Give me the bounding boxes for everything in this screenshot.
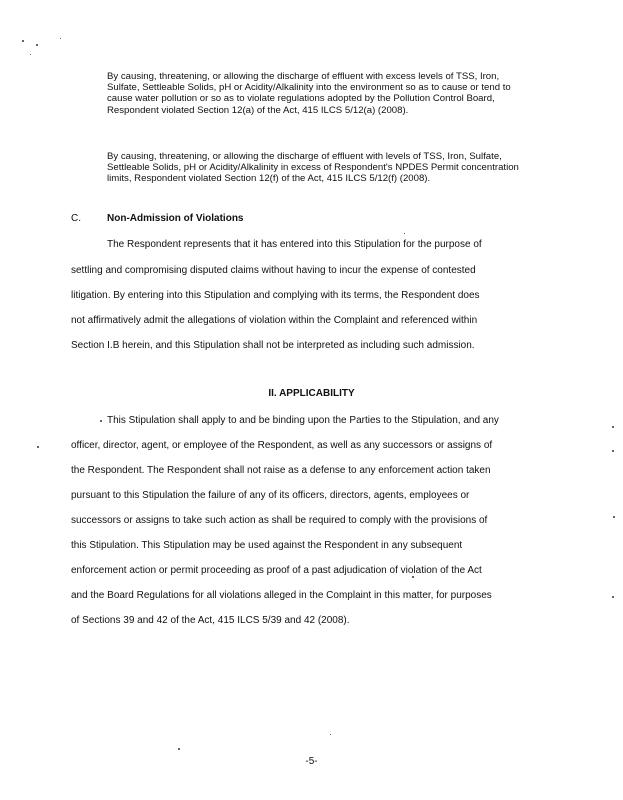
section-ii-line: of Sections 39 and 42 of the Act, 415 ILCS 5/39 and 42 (2008). [71, 615, 350, 626]
scan-speck [612, 596, 614, 598]
scan-speck [36, 44, 38, 46]
section-c-line: not affirmatively admit the allegations of violation within the Complaint and referenced within [71, 315, 478, 326]
scan-speck [22, 40, 24, 42]
page-number: -5- [305, 756, 318, 767]
section-c-line: The Respondent represents that it has entered into this Stipulation for the purpose of [107, 239, 482, 250]
scan-speck [178, 748, 180, 750]
section-ii-line: successors or assigns to take such action as shall be required to comply with the provisions of [71, 515, 488, 526]
section-ii-heading: II. APPLICABILITY [268, 388, 355, 399]
section-c-line: Section I.B herein, and this Stipulation shall not be interpreted as including such admission. [71, 340, 475, 351]
scan-speck [612, 426, 614, 428]
scan-speck [100, 420, 102, 422]
section-ii-line: This Stipulation shall apply to and be binding upon the Parties to the Stipulation, and any [107, 415, 499, 426]
section-c-line: litigation. By entering into this Stipulation and complying with its terms, the Respondent does [71, 290, 480, 301]
scan-speck [37, 446, 39, 448]
section-c-title: Non-Admission of Violations [107, 213, 244, 224]
section-ii-line: and the Board Regulations for all violations alleged in the Complaint in this matter, for purposes [71, 590, 492, 601]
scan-speck [412, 576, 414, 578]
scan-speck [612, 450, 614, 452]
scan-speck [60, 38, 61, 39]
scan-speck [613, 516, 615, 518]
section-ii-line: the Respondent. The Respondent shall not raise as a defense to any enforcement action taken [71, 465, 491, 476]
paragraph-tss-excess: By causing, threatening, or allowing the discharge of effluent with excess levels of TSS, Iron, Sulfate, Settleable Solids, pH or Acidity/Alkalinity into the environment so as to cause or tend to cause water pollution or so as to violate regulations adopted by the Pollution Control Board, Respondent violated Section 12(a) of the Act, 415 ILCS 5/12(a) (2008). [107, 71, 511, 116]
section-ii-line: officer, director, agent, or employee of the Respondent, as well as any successors or assigns of [71, 440, 493, 451]
section-c-line: settling and compromising disputed claims without having to incur the expense of contested [71, 265, 476, 276]
scan-speck [30, 54, 31, 55]
section-ii-line: enforcement action or permit proceeding as proof of a past adjudication of violation of the Act [71, 565, 482, 576]
scan-speck [404, 233, 405, 234]
section-ii-line: this Stipulation. This Stipulation may be used against the Respondent in any subsequent [71, 540, 463, 551]
scan-speck [330, 734, 331, 735]
paragraph-npdes-permit: By causing, threatening, or allowing the discharge of effluent with levels of TSS, Iron, Sulfate, Settleable Solids, pH or Acidity/Alkalinity in excess of Respondent's NPDES Permit concentration limits, Respondent violated Section 12(f) of the Act, 415 ILCS 5/12(f) (2008). [107, 151, 519, 185]
section-ii-line: pursuant to this Stipulation the failure of any of its officers, directors, agents, employees or [71, 490, 470, 501]
section-c-letter: C. [71, 213, 81, 224]
